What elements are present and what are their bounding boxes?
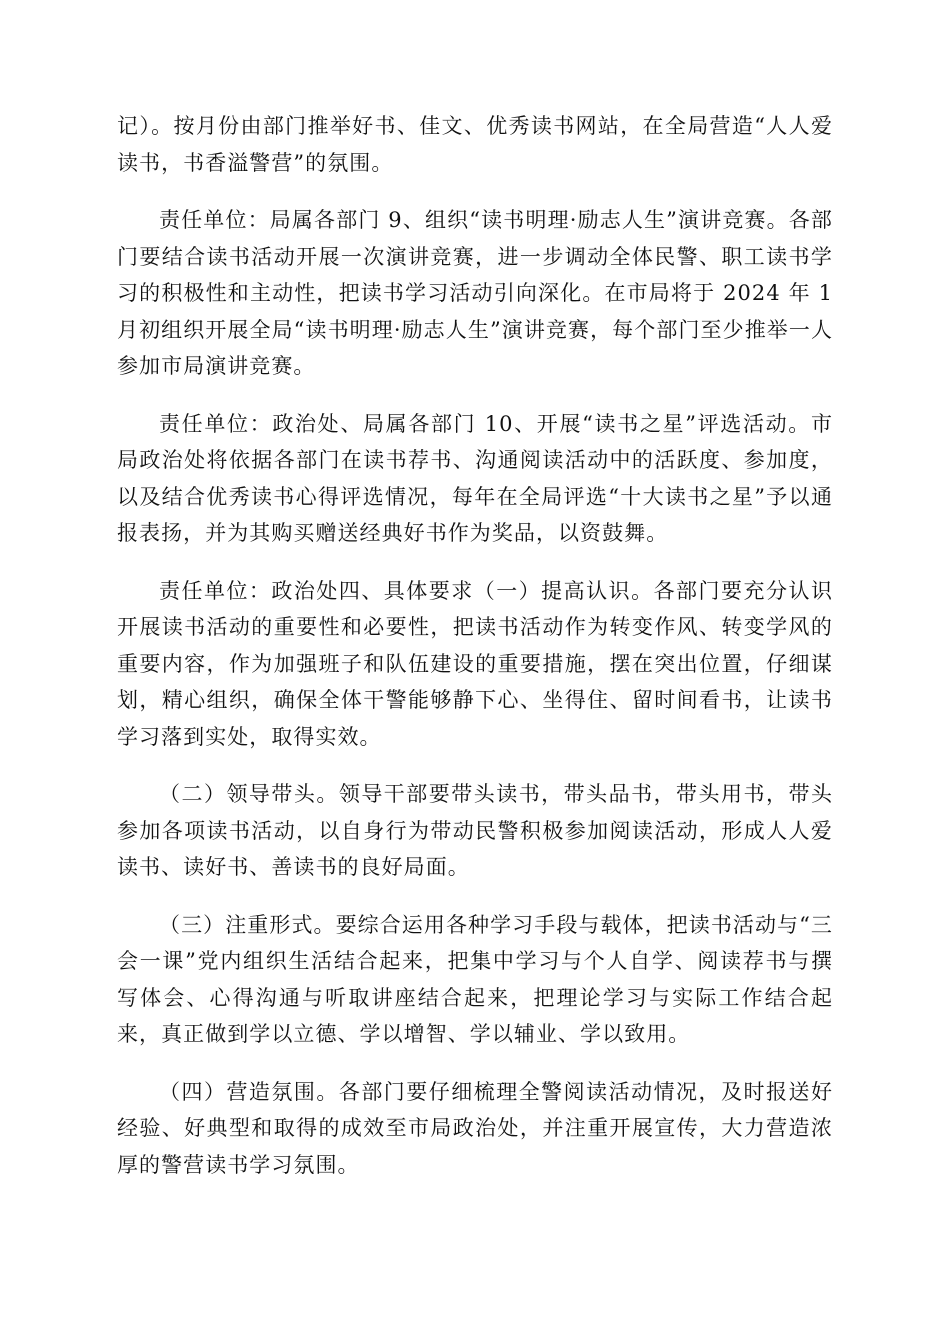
paragraph-2: 责任单位：局属各部门 9、组织“读书明理·励志人生”演讲竞赛。各部门要结合读书活动开展一次演讲竞赛，进一步调动全体民警、职工读书学习的积极性和主动性，把读书学习活动引向深化。在市局将于 2024 年 1 月初组织开展全局“读书明理·励志人生”演讲竞赛，每个部门至少推举一人参加市局演讲竞赛。: [117, 208, 833, 378]
paragraph-6: （三）注重形式。要综合运用各种学习手段与载体，把读书活动与“三会一课”党内组织生活结合起来，把集中学习与个人自学、阅读荐书与撰写体会、心得沟通与听取讲座结合起来，把理论学习与实际工作结合起来，真正做到学以立德、学以增智、学以辅业、学以致用。: [117, 912, 833, 1046]
document-page: [117, 108, 833, 1204]
paragraph-3: 责任单位：政治处、局属各部门 10、开展“读书之星”评选活动。市局政治处将依据各部门在读书荐书、沟通阅读活动中的活跃度、参加度，以及结合优秀读书心得评选情况，每年在全局评选“十大读书之星”予以通报表扬，并为其购买赠送经典好书作为奖品，以资鼓舞。: [117, 411, 833, 545]
paragraph-7: （四）营造氛围。各部门要仔细梳理全警阅读活动情况，及时报送好经验、好典型和取得的成效至市局政治处，并注重开展宣传，大力营造浓厚的警营读书学习氛围。: [117, 1079, 833, 1177]
paragraph-1: 记）。按月份由部门推举好书、佳文、优秀读书网站，在全局营造“人人爱读书，书香溢警营”的氛围。: [117, 114, 833, 175]
paragraph-4: 责任单位：政治处四、具体要求（一）提高认识。各部门要充分认识开展读书活动的重要性和必要性，把读书活动作为转变作风、转变学风的重要内容，作为加强班子和队伍建设的重要措施，摆在突出位置，仔细谋划，精心组织，确保全体干警能够静下心、坐得住、留时间看书，让读书学习落到实处，取得实效。: [117, 578, 833, 749]
paragraph-5: （二）领导带头。领导干部要带头读书，带头品书，带头用书，带头参加各项读书活动，以自身行为带动民警积极参加阅读活动，形成人人爱读书、读好书、善读书的良好局面。: [117, 782, 833, 879]
